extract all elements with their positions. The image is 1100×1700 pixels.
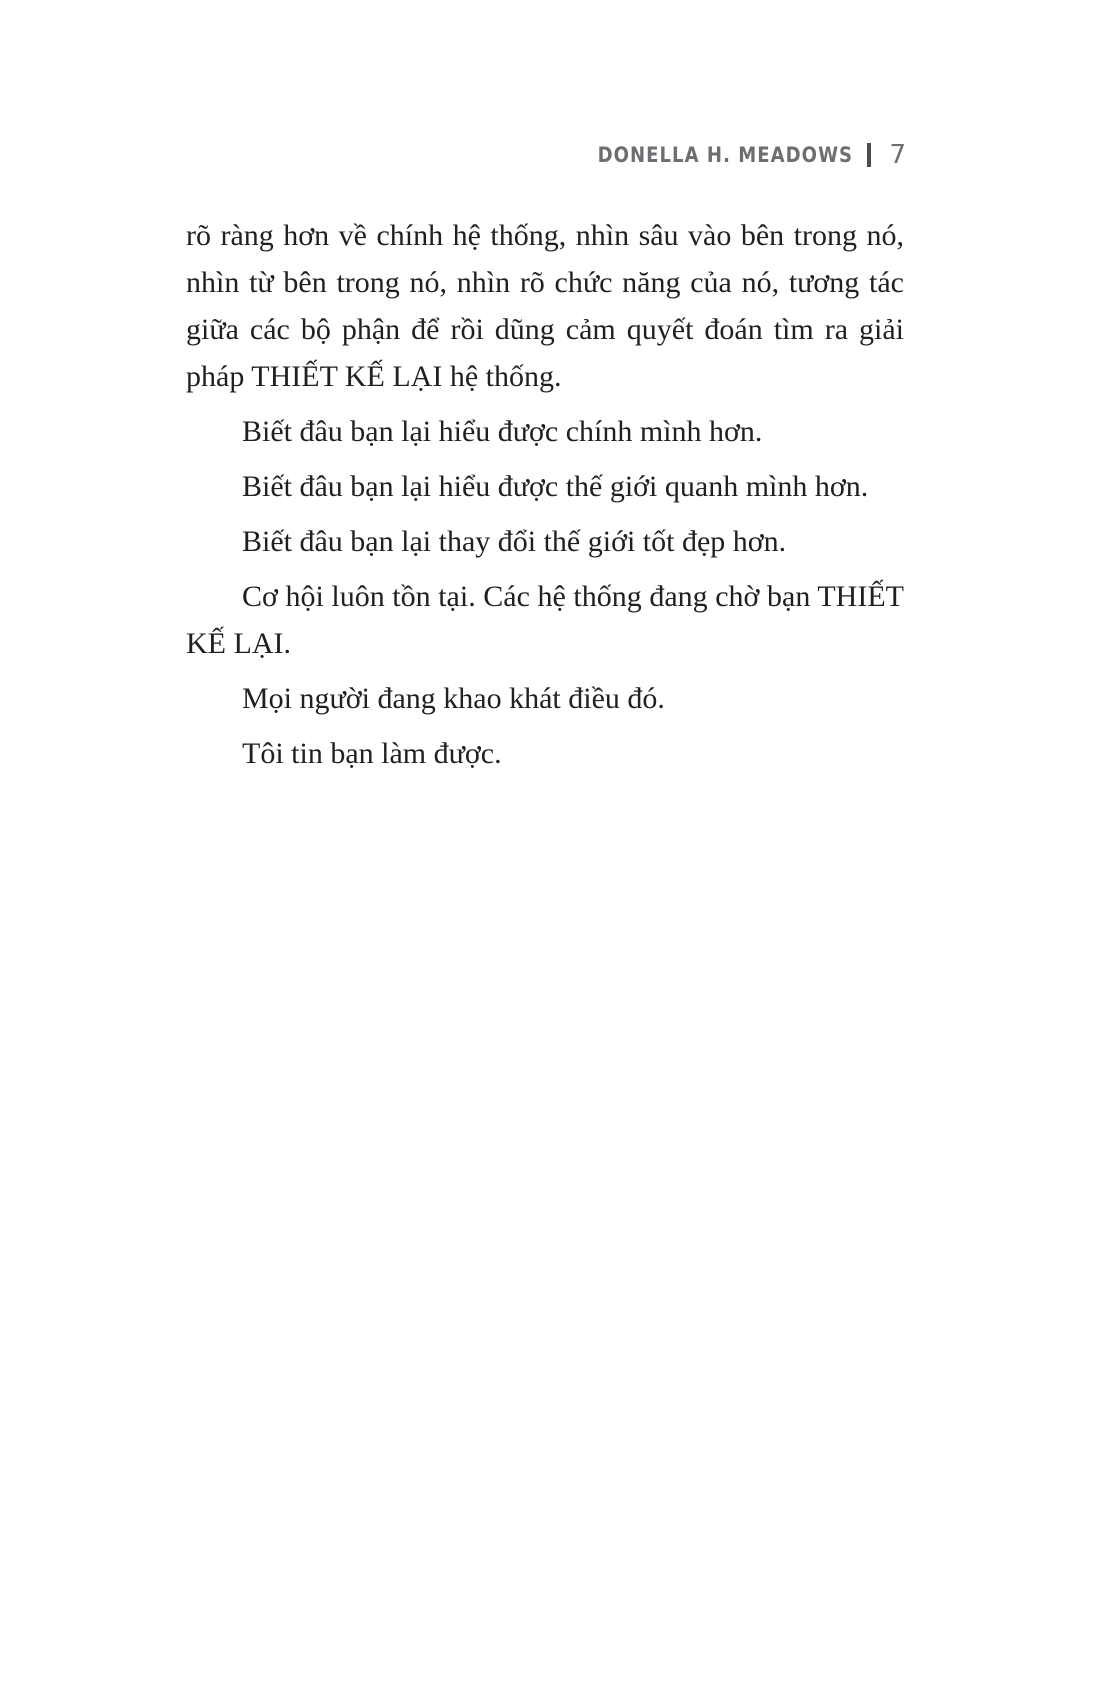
paragraph: Biết đâu bạn lại hiểu được thế giới quanh mình hơn. [242,470,869,503]
paragraph: Cơ hội luôn tồn tại. Các hệ thống đang chờ bạn THIẾT KẾ LẠI. [186,580,904,660]
paragraph: Biết đâu bạn lại hiểu được chính mình hơn. [242,415,763,448]
paragraph-continued: rõ ràng hơn về chính hệ thống, nhìn sâu vào bên trong nó, nhìn từ bên trong nó, nhìn rõ chức năng của nó, tương tác giữa các bộ phận để rồi dũng cảm quyết đoán tìm ra giải pháp THIẾT KẾ LẠI hệ thống. [186,219,904,393]
running-header [556,137,906,173]
body-text [186,212,904,777]
author-name: DONELLA H. MEADOWS [597,143,854,167]
page-number: 7 [889,140,906,170]
header-separator [867,143,871,167]
paragraph: Mọi người đang khao khát điều đó. [242,682,665,715]
paragraph: Tôi tin bạn làm được. [242,737,502,770]
paragraph: Biết đâu bạn lại thay đổi thế giới tốt đẹp hơn. [242,525,787,558]
